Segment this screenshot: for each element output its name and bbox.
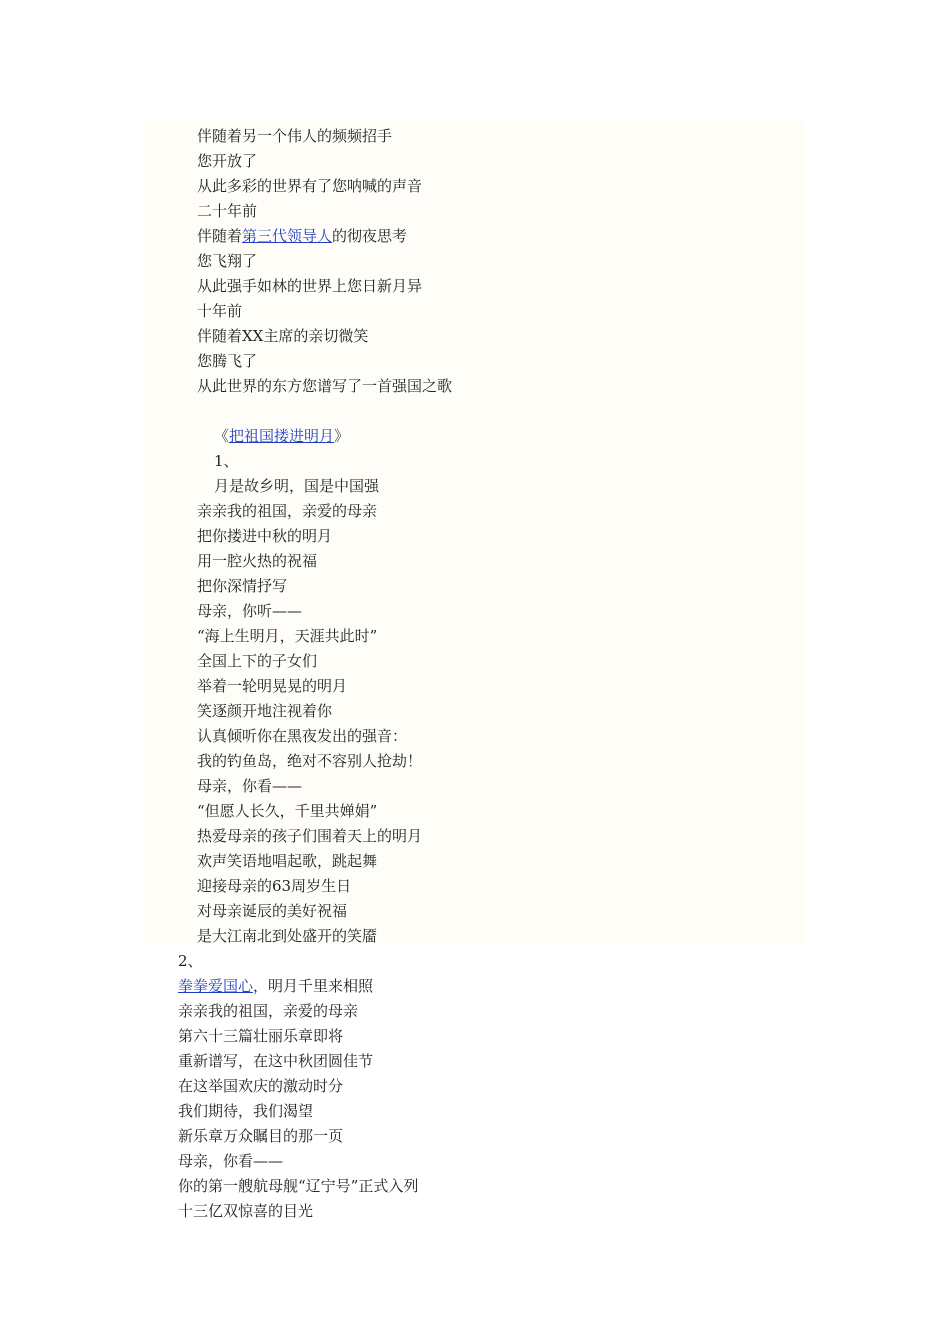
poem-line: 对母亲诞辰的美好祝福: [197, 902, 348, 920]
text-fragment: 的彻夜思考: [332, 227, 408, 245]
poem-line: 在这举国欢庆的激动时分: [178, 1077, 344, 1095]
poem-line: 新乐章万众瞩目的那一页: [178, 1127, 344, 1145]
poem-title: [214, 426, 349, 446]
poem-line: 我的钓鱼岛，绝对不容别人抢劫！: [197, 752, 423, 770]
poem-line: 母亲，你看——: [197, 777, 303, 795]
poem-line: 第六十三篇壮丽乐章即将: [178, 1027, 344, 1045]
poem-line: 全国上下的子女们: [197, 652, 318, 670]
poem-line: 亲亲我的祖国，亲爱的母亲: [178, 1002, 359, 1020]
text-line: [197, 226, 407, 246]
poem-line: “但愿人长久，千里共婵娟”: [197, 802, 378, 820]
poem-line: 把你搂进中秋的明月: [197, 527, 333, 545]
poem-line: 迎接母亲的63周岁生日: [197, 877, 352, 895]
poem-line: 是大江南北到处盛开的笑靥: [197, 927, 378, 945]
text-fragment: ，明月千里来相照: [253, 977, 374, 995]
poem-line: 亲亲我的祖国，亲爱的母亲: [197, 502, 378, 520]
poem-line: 欢声笑语地唱起歌，跳起舞: [197, 852, 378, 870]
part-label: 2、: [178, 952, 203, 970]
text-line: 十年前: [197, 302, 243, 320]
poem-line: 把你深情抒写: [197, 577, 288, 595]
poem-line: 十三亿双惊喜的目光: [178, 1202, 314, 1220]
poem-line: [178, 976, 373, 996]
patriot-link[interactable]: 拳拳爱国心: [178, 977, 254, 995]
poem-line: 重新谱写，在这中秋团圆佳节: [178, 1052, 374, 1070]
part-label: 1、: [214, 452, 239, 470]
poem-line: “海上生明月，天涯共此时”: [197, 627, 378, 645]
text-line: 您腾飞了: [197, 352, 258, 370]
text-fragment: 伴随着: [197, 227, 243, 245]
text-line: 您开放了: [197, 152, 258, 170]
text-line: 从此多彩的世界有了您呐喊的声音: [197, 177, 423, 195]
text-line: 从此强手如林的世界上您日新月异: [197, 277, 423, 295]
poem-line: 你的第一艘航母舰“辽宁号”正式入列: [178, 1177, 419, 1195]
poem-line: 热爱母亲的孩子们围着天上的明月: [197, 827, 423, 845]
poem-line: 我们期待，我们渴望: [178, 1102, 314, 1120]
text-line: 从此世界的东方您谱写了一首强国之歌: [197, 377, 453, 395]
title-bracket-open: 《: [214, 427, 230, 445]
poem-line: 用一腔火热的祝福: [197, 552, 318, 570]
poem-title-link[interactable]: 把祖国搂进明月: [229, 427, 335, 445]
text-line: 伴随着另一个伟人的频频招手: [197, 127, 393, 145]
poem-line: 母亲，你看——: [178, 1152, 284, 1170]
poem-line: 母亲，你听——: [197, 602, 303, 620]
poem-line: 笑逐颜开地注视着你: [197, 702, 333, 720]
poem-line: 月是故乡明，国是中国强: [214, 477, 380, 495]
poem-line: 认真倾听你在黑夜发出的强音：: [197, 727, 408, 745]
text-line: 伴随着XX主席的亲切微笑: [197, 327, 369, 345]
title-bracket-close: 》: [334, 427, 350, 445]
text-line: 二十年前: [197, 202, 258, 220]
text-line: 您飞翔了: [197, 252, 258, 270]
poem-line: 举着一轮明晃晃的明月: [197, 677, 348, 695]
leader-link[interactable]: 第三代领导人: [242, 227, 333, 245]
